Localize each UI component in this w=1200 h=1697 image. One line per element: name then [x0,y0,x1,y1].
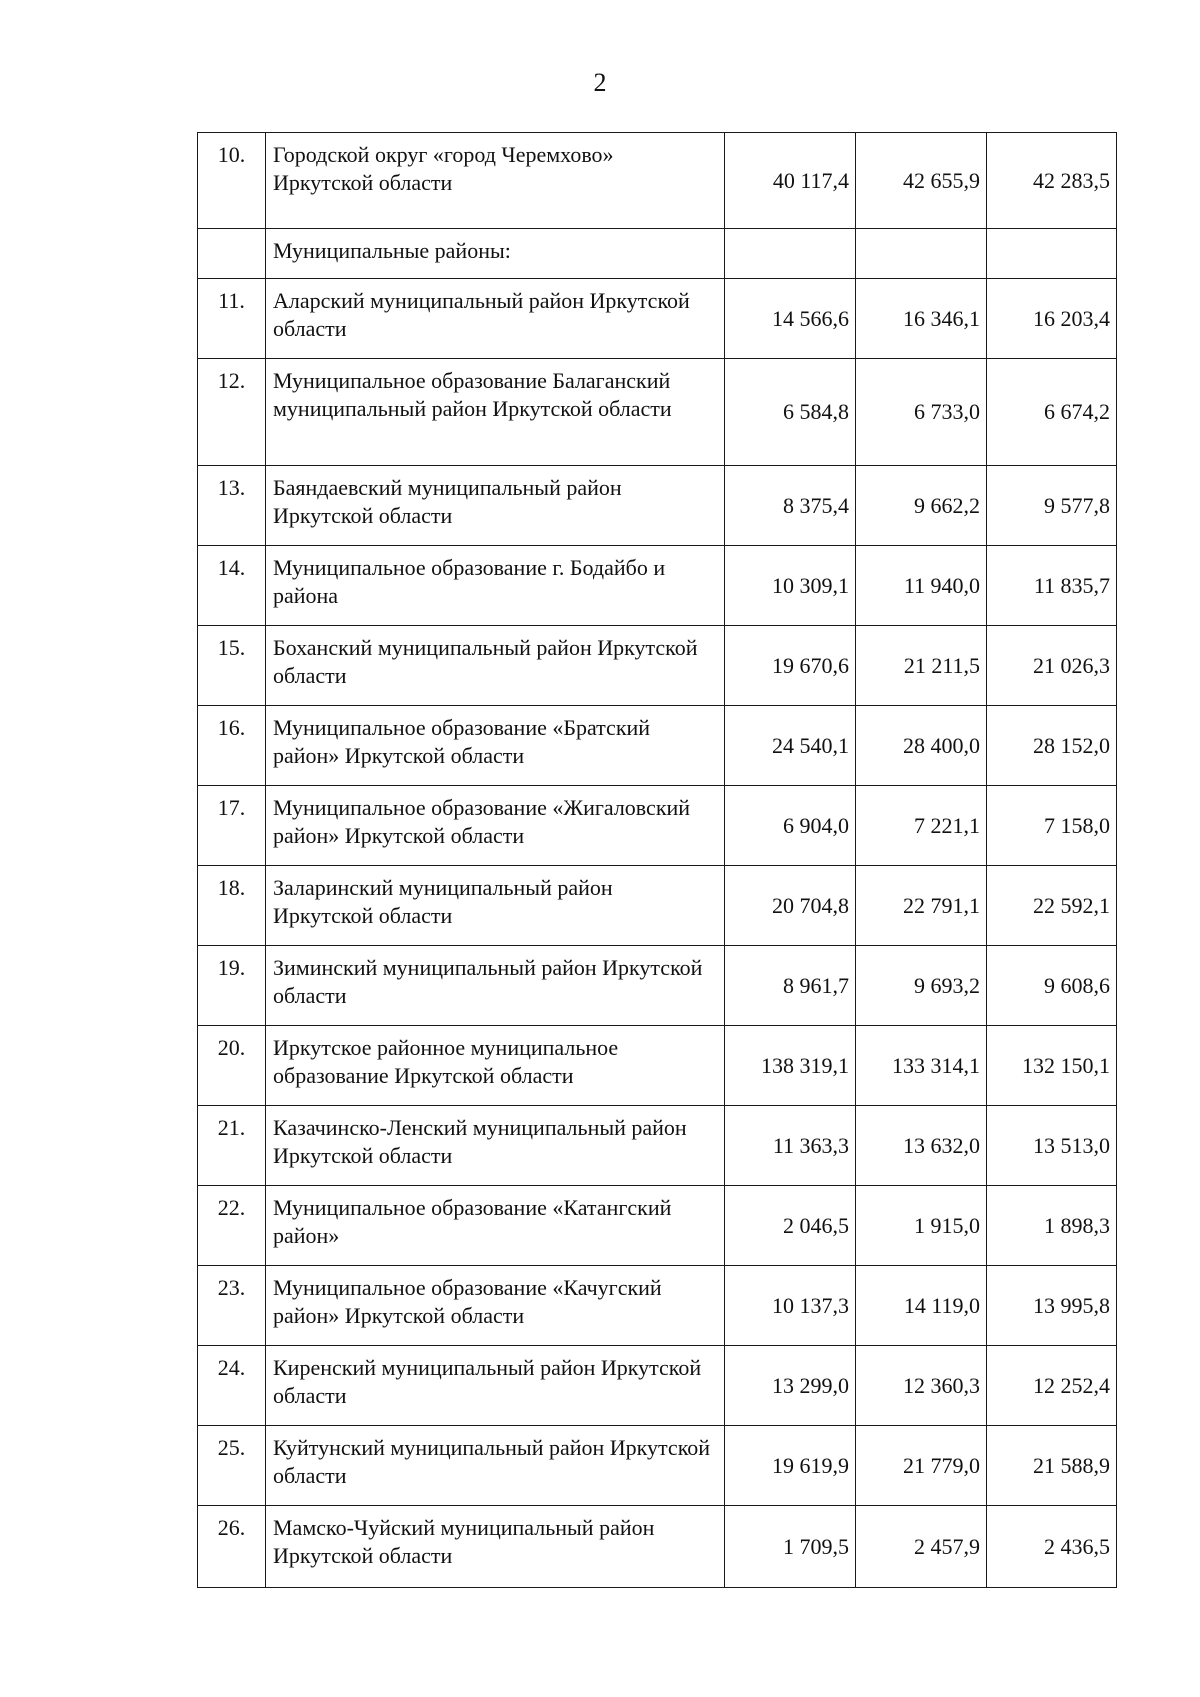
table-row [198,279,1117,359]
table-row [198,1506,1117,1588]
value-col-2: 2 457,9 [856,1506,987,1588]
value-col-1: 14 566,6 [725,279,856,359]
value-col-1 [725,229,856,279]
row-number: 17. [198,786,266,866]
value-col-2: 42 655,9 [856,133,987,229]
municipality-name: Муниципальное образование г. Бодайбо и района [266,546,725,626]
value-col-3: 13 513,0 [987,1106,1117,1186]
value-col-3: 2 436,5 [987,1506,1117,1588]
value-col-2: 6 733,0 [856,359,987,466]
value-col-3: 13 995,8 [987,1266,1117,1346]
municipality-name: Зиминский муниципальный район Иркутской области [266,946,725,1026]
table-row [198,1186,1117,1266]
value-col-2: 21 779,0 [856,1426,987,1506]
value-col-2: 133 314,1 [856,1026,987,1106]
table-row [198,706,1117,786]
row-number: 19. [198,946,266,1026]
value-col-1: 13 299,0 [725,1346,856,1426]
value-col-2: 16 346,1 [856,279,987,359]
row-number: 11. [198,279,266,359]
table-row [198,626,1117,706]
value-col-3: 21 588,9 [987,1426,1117,1506]
municipality-name: Баяндаевский муниципальный район Иркутской области [266,466,725,546]
value-col-1: 8 375,4 [725,466,856,546]
section-title: Муниципальные районы: [266,229,725,279]
value-col-2: 14 119,0 [856,1266,987,1346]
row-number: 10. [198,133,266,229]
row-number: 18. [198,866,266,946]
value-col-3: 11 835,7 [987,546,1117,626]
municipality-name: Киренский муниципальный район Иркутской области [266,1346,725,1426]
value-col-2: 21 211,5 [856,626,987,706]
value-col-3: 42 283,5 [987,133,1117,229]
value-col-2: 28 400,0 [856,706,987,786]
value-col-3: 21 026,3 [987,626,1117,706]
row-number: 24. [198,1346,266,1426]
municipality-name: Иркутское районное муниципальное образование Иркутской области [266,1026,725,1106]
value-col-2: 9 693,2 [856,946,987,1026]
value-col-3: 9 577,8 [987,466,1117,546]
value-col-1: 2 046,5 [725,1186,856,1266]
value-col-2: 13 632,0 [856,1106,987,1186]
value-col-1: 20 704,8 [725,866,856,946]
municipality-name: Муниципальное образование «Братский район» Иркутской области [266,706,725,786]
municipality-name: Боханский муниципальный район Иркутской области [266,626,725,706]
table-row [198,1026,1117,1106]
budget-table-body [198,133,1117,1588]
table-row [198,786,1117,866]
row-number: 23. [198,1266,266,1346]
row-number: 26. [198,1506,266,1588]
table-row [198,359,1117,466]
row-number: 20. [198,1026,266,1106]
municipality-name: Муниципальное образование «Жигаловский район» Иркутской области [266,786,725,866]
municipality-name: Муниципальное образование «Катангский район» [266,1186,725,1266]
value-col-1: 19 670,6 [725,626,856,706]
row-number: 25. [198,1426,266,1506]
table-row [198,466,1117,546]
budget-table [197,132,1117,1588]
value-col-1: 6 584,8 [725,359,856,466]
table-row [198,1106,1117,1186]
value-col-2: 7 221,1 [856,786,987,866]
value-col-3: 16 203,4 [987,279,1117,359]
value-col-2: 12 360,3 [856,1346,987,1426]
municipality-name: Муниципальное образование Балаганский муниципальный район Иркутской области [266,359,725,466]
row-number: 13. [198,466,266,546]
value-col-1: 6 904,0 [725,786,856,866]
value-col-1: 24 540,1 [725,706,856,786]
value-col-2: 22 791,1 [856,866,987,946]
page-number: 2 [593,68,607,97]
table-row [198,133,1117,229]
value-col-3: 22 592,1 [987,866,1117,946]
value-col-3: 7 158,0 [987,786,1117,866]
value-col-3: 132 150,1 [987,1026,1117,1106]
value-col-3 [987,229,1117,279]
value-col-3: 28 152,0 [987,706,1117,786]
row-number: 15. [198,626,266,706]
table-row [198,866,1117,946]
value-col-3: 12 252,4 [987,1346,1117,1426]
value-col-2: 1 915,0 [856,1186,987,1266]
value-col-1: 10 309,1 [725,546,856,626]
value-col-2: 11 940,0 [856,546,987,626]
value-col-3: 6 674,2 [987,359,1117,466]
value-col-2: 9 662,2 [856,466,987,546]
municipality-name: Заларинский муниципальный район Иркутской области [266,866,725,946]
value-col-1: 11 363,3 [725,1106,856,1186]
table-row [198,1266,1117,1346]
municipality-name: Муниципальное образование «Качугский район» Иркутской области [266,1266,725,1346]
row-number: 16. [198,706,266,786]
value-col-1: 1 709,5 [725,1506,856,1588]
value-col-3: 1 898,3 [987,1186,1117,1266]
value-col-1: 19 619,9 [725,1426,856,1506]
value-col-3: 9 608,6 [987,946,1117,1026]
municipality-name: Аларский муниципальный район Иркутской области [266,279,725,359]
value-col-1: 10 137,3 [725,1266,856,1346]
table-row [198,546,1117,626]
section-header-row [198,229,1117,279]
municipality-name: Казачинско-Ленский муниципальный район Иркутской области [266,1106,725,1186]
table-row [198,1426,1117,1506]
row-number [198,229,266,279]
municipality-name: Мамско-Чуйский муниципальный район Иркутской области [266,1506,725,1588]
value-col-1: 40 117,4 [725,133,856,229]
value-col-1: 8 961,7 [725,946,856,1026]
table-row [198,1346,1117,1426]
table-row [198,946,1117,1026]
row-number: 14. [198,546,266,626]
municipality-name: Куйтунский муниципальный район Иркутской области [266,1426,725,1506]
row-number: 21. [198,1106,266,1186]
municipality-name: Городской округ «город Черемхово» Иркутской области [266,133,725,229]
value-col-1: 138 319,1 [725,1026,856,1106]
row-number: 12. [198,359,266,466]
value-col-2 [856,229,987,279]
row-number: 22. [198,1186,266,1266]
